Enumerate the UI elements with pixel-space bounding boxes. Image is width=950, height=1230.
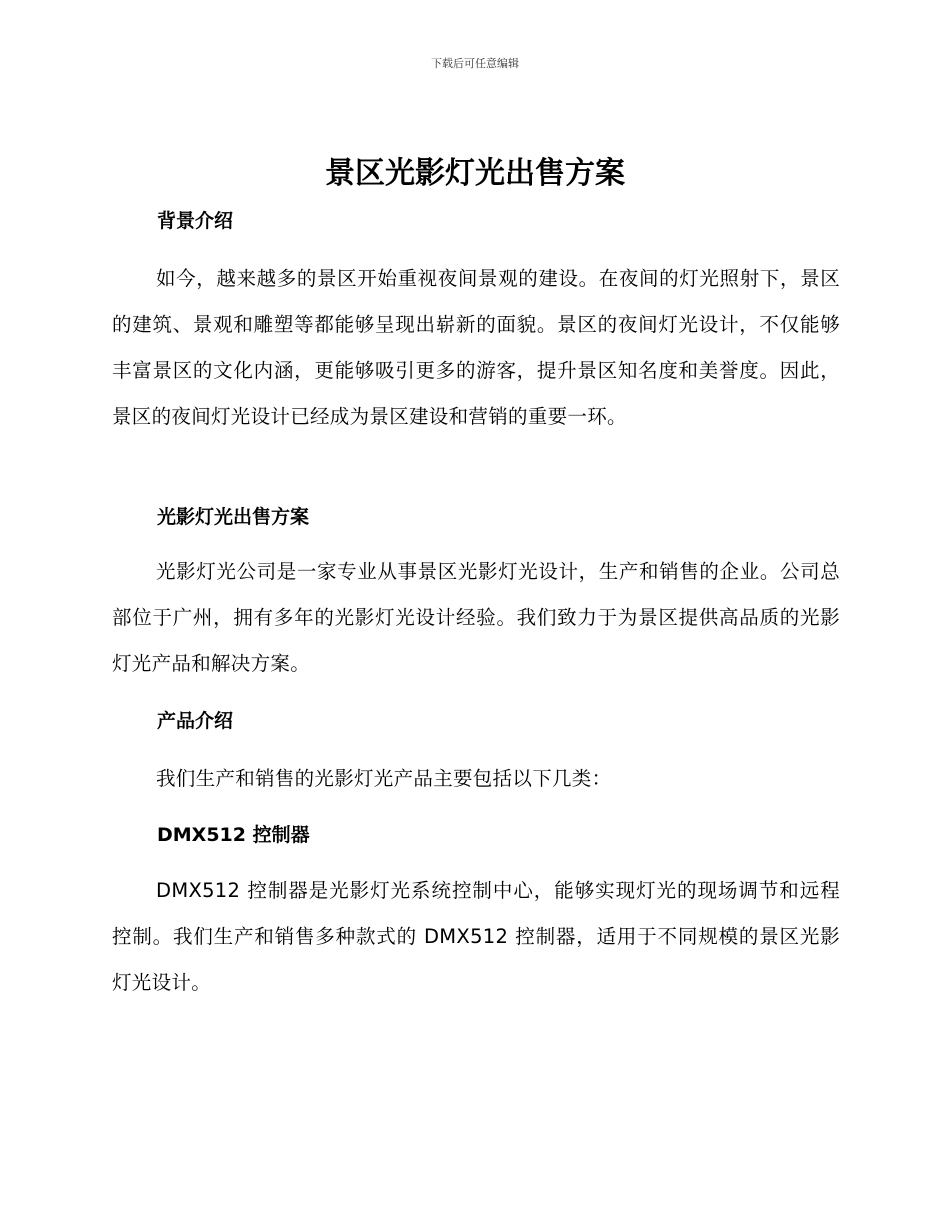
- section-heading-dmx512: DMX512 控制器: [157, 824, 310, 846]
- section-paragraph-background: 如今，越来越多的景区开始重视夜间景观的建设。在夜间的灯光照射下，景区的建筑、景观和雕塑等都能够呈现出崭新的面貌。景区的夜间灯光设计，不仅能够丰富景区的文化内涵，更能够吸引更多的游客，提升景区知名度和美誉度。因此，景区的夜间灯光设计已经成为景区建设和营销的重要一环。: [112, 267, 840, 428]
- section-paragraph-dmx512: DMX512 控制器是光影灯光系统控制中心，能够实现灯光的现场调节和远程控制。我们生产和销售多种款式的 DMX512 控制器，适用于不同规模的景区光影灯光设计。: [112, 879, 840, 994]
- section-heading-sales-plan: 光影灯光出售方案: [157, 506, 310, 528]
- page-header-note: 下载后可任意编辑: [431, 57, 519, 70]
- section-heading-product-intro: 产品介绍: [157, 710, 234, 732]
- section-paragraph-sales-plan: 光影灯光公司是一家专业从事景区光影灯光设计，生产和销售的企业。公司总部位于广州，拥有多年的光影灯光设计经验。我们致力于为景区提供高品质的光影灯光产品和解决方案。: [112, 560, 840, 675]
- section-paragraph-product-intro: 我们生产和销售的光影灯光产品主要包括以下几类：: [156, 767, 612, 790]
- document-title: 景区光影灯光出售方案: [325, 156, 625, 191]
- section-heading-background: 背景介绍: [157, 210, 234, 232]
